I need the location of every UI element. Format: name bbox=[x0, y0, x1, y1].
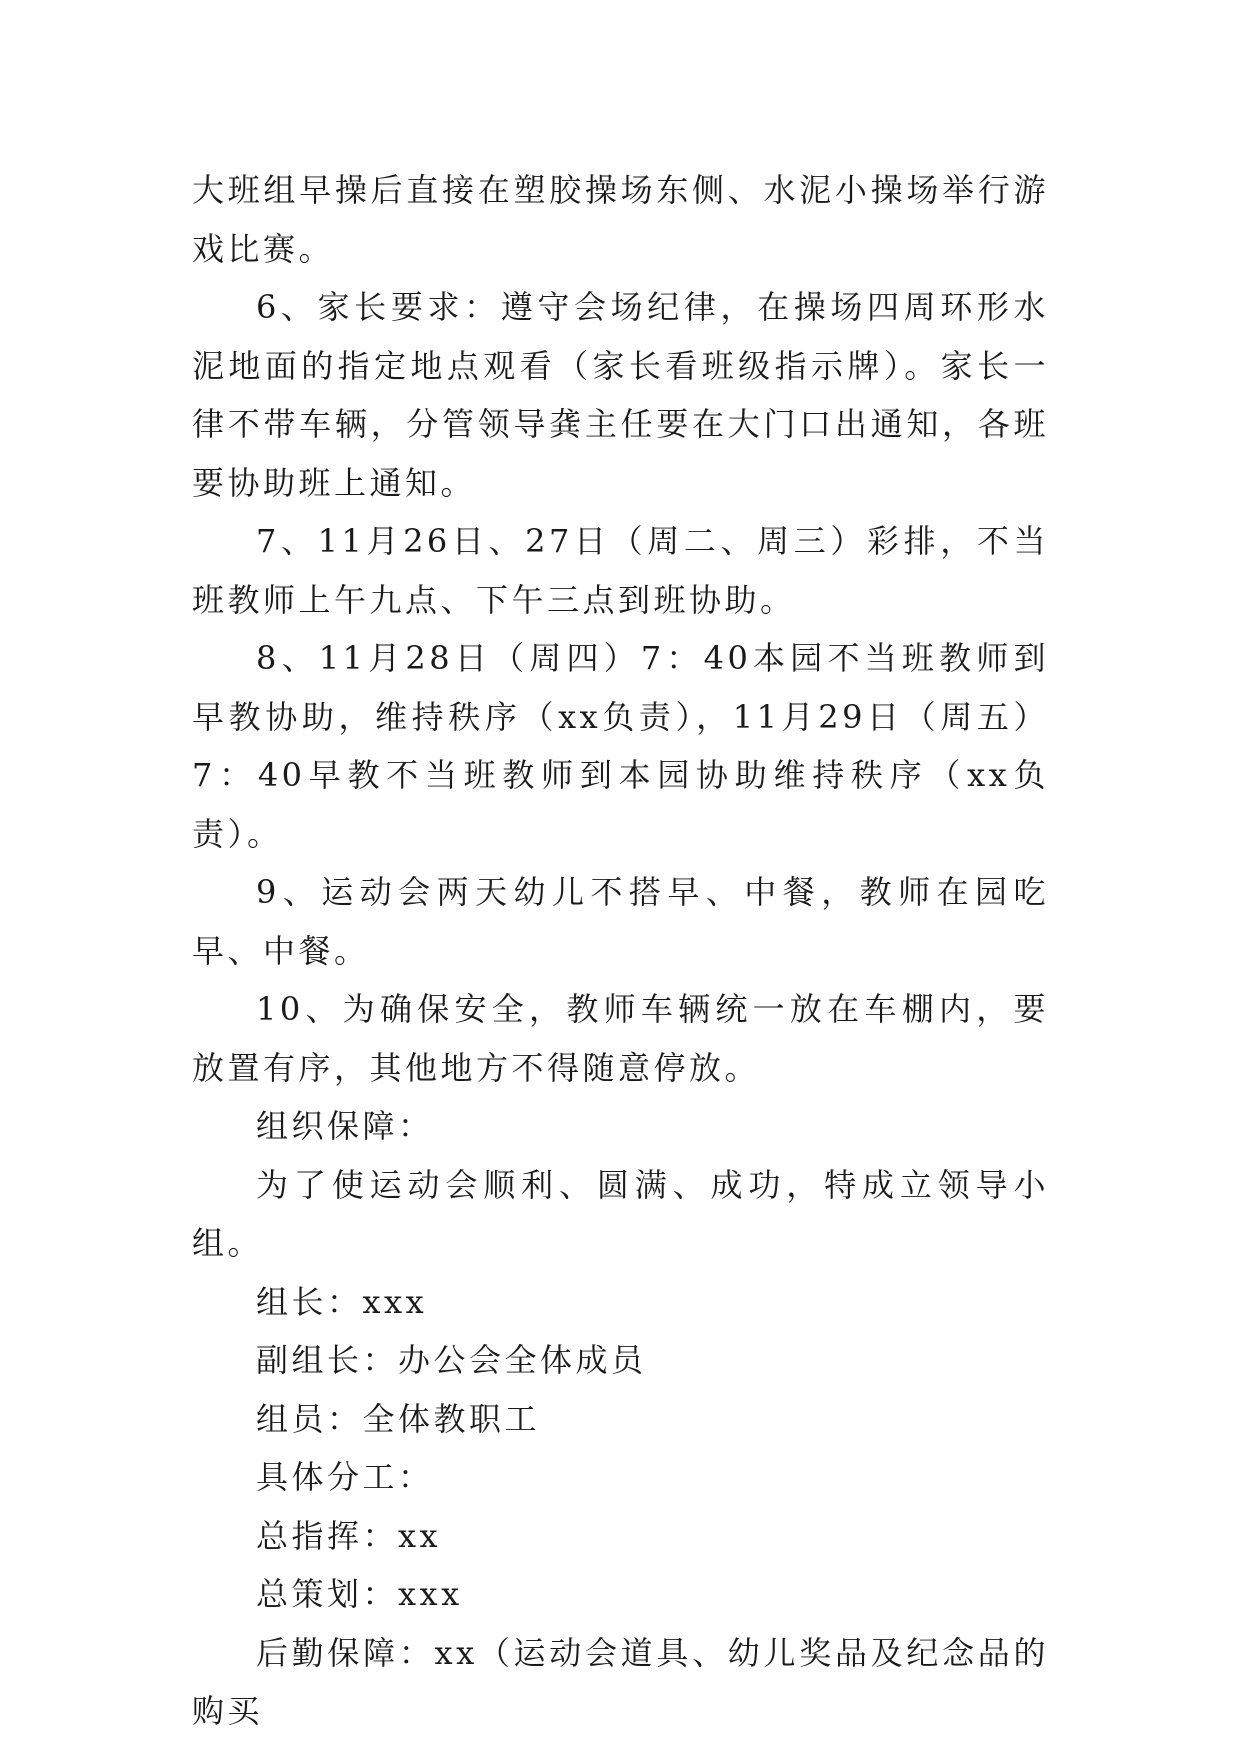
line-deputy-leader: 副组长：办公会全体成员 bbox=[256, 1341, 647, 1379]
section-heading-organization: 组织保障： bbox=[256, 1107, 434, 1145]
paragraph-organization-intro: 为了使运动会顺利、圆满、成功，特成立领导小组。 bbox=[192, 1165, 1049, 1262]
document-body bbox=[192, 161, 1049, 1741]
paragraph-item-9: 9、运动会两天幼儿不搭早、中餐，教师在园吃早、中餐。 bbox=[192, 873, 1049, 970]
paragraph-item-10: 10、为确保安全，教师车辆统一放在车棚内，要放置有序，其他地方不得随意停放。 bbox=[192, 990, 1049, 1087]
section-heading-division: 具体分工： bbox=[256, 1458, 434, 1496]
line-chief-planner: 总策划：xxx bbox=[256, 1575, 463, 1613]
paragraph-item-8: 8、11月28日（周四）7：40本园不当班教师到早教协助，维持秩序（xx负责），11月29日（周五）7：40早教不当班教师到本园协助维持秩序（xx负责）。 bbox=[192, 639, 1049, 853]
line-group-leader: 组长：xxx bbox=[256, 1282, 428, 1321]
line-chief-commander: 总指挥：xx bbox=[256, 1516, 442, 1555]
paragraph-item-7: 7、11月26日、27日（周二、周三）彩排，不当班教师上午九点、下午三点到班协助。 bbox=[192, 522, 1049, 619]
paragraph-continuation: 大班组早操后直接在塑胶操场东侧、水泥小操场举行游戏比赛。 bbox=[192, 171, 1049, 268]
line-logistics: 后勤保障：xx（运动会道具、幼儿奖品及纪念品的购买 bbox=[192, 1633, 1049, 1730]
line-members: 组员：全体教职工 bbox=[256, 1399, 541, 1438]
paragraph-item-6: 6、家长要求：遵守会场纪律，在操场四周环形水泥地面的指定地点观看（家长看班级指示牌）。家长一律不带车辆，分管领导龚主任要在大门口出通知，各班要协助班上通知。 bbox=[192, 288, 1049, 502]
